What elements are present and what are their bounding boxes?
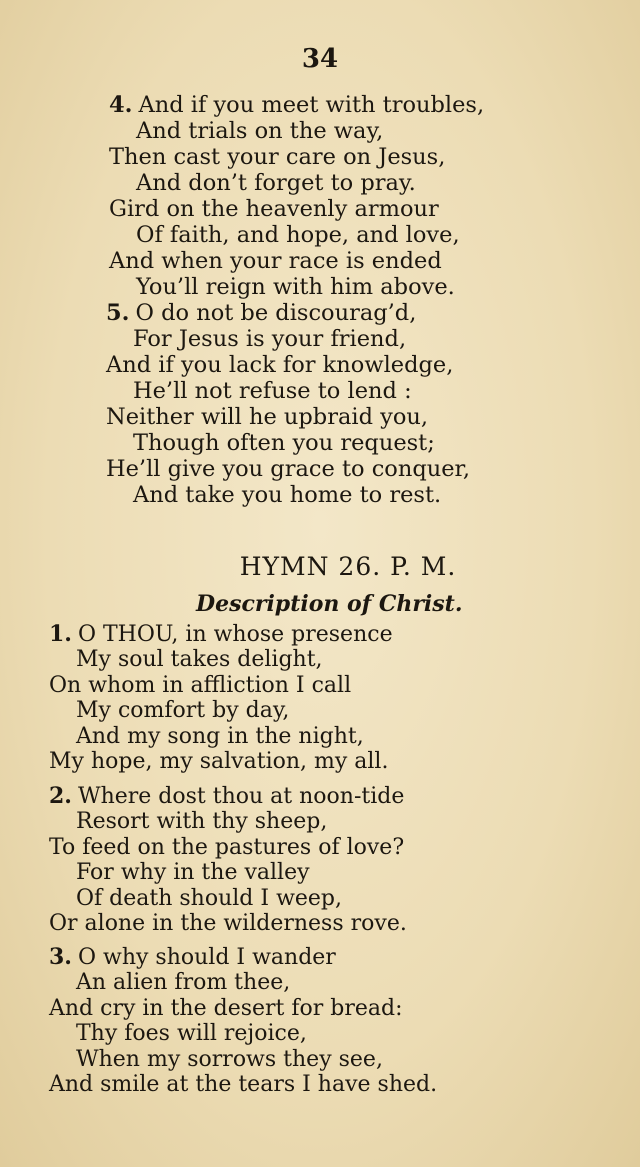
stanza-line: My soul takes delight, [76, 647, 323, 673]
stanza-line: And cry in the desert for bread: [49, 995, 403, 1021]
stanza-line: And smile at the tears I have shed. [49, 1071, 438, 1097]
stanza-line: You’ll reign with him above. [136, 274, 455, 300]
stanza-number: 3. [49, 944, 72, 970]
hymn-subtitle: Description of Christ. [196, 591, 463, 617]
stanza-line [106, 300, 470, 326]
stanza-line [49, 784, 407, 809]
stanza-line: He’ll not refuse to lend : [133, 378, 412, 404]
stanza-line: And trials on the way, [136, 118, 384, 144]
stanza-4 [109, 92, 484, 300]
stanza-line: Thy foes will rejoice, [76, 1021, 307, 1047]
stanza-line: Gird on the heavenly armour [109, 196, 439, 222]
stanza-number: 1. [49, 621, 72, 647]
line-text: And if you meet with troubles, [138, 92, 485, 118]
stanza-number: 2. [49, 783, 72, 809]
stanza-line: And take you home to rest. [133, 482, 442, 508]
line-text: O THOU, in whose presence [77, 622, 393, 647]
line-text: O why should I wander [77, 945, 336, 970]
stanza-line: He’ll give you grace to conquer, [106, 456, 470, 482]
stanza-line [49, 945, 437, 970]
stanza-line: Of death should I weep, [76, 885, 343, 911]
hymn26-stanza-3 [49, 945, 437, 1097]
stanza-line: When my sorrows they see, [76, 1046, 383, 1072]
stanza-line: An alien from thee, [76, 970, 291, 996]
stanza-line [109, 92, 484, 118]
page-number: 34 [301, 44, 339, 74]
stanza-number: 4. [109, 92, 133, 118]
hymn-heading-text: HYMN 26. P. M. [239, 552, 457, 581]
stanza-line [49, 622, 393, 647]
stanza-line: For why in the valley [76, 860, 310, 886]
stanza-line: Resort with thy sheep, [76, 809, 328, 835]
stanza-line: Neither will he upbraid you, [106, 404, 429, 430]
line-text: O do not be discourag’d, [135, 300, 417, 326]
stanza-number: 5. [106, 300, 130, 326]
stanza-line: My hope, my salvation, my all. [49, 748, 389, 774]
hymn-heading [0, 552, 640, 581]
stanza-line: And if you lack for knowledge, [106, 352, 454, 378]
hymn26-stanza-2 [49, 784, 407, 936]
stanza-line: And don’t forget to pray. [136, 170, 416, 196]
stanza-line: Then cast your care on Jesus, [109, 144, 446, 170]
line-text: Where dost thou at noon-tide [77, 784, 405, 809]
stanza-5 [106, 300, 470, 508]
stanza-line: And when your race is ended [109, 248, 442, 274]
stanza-line: On whom in affliction I call [49, 672, 352, 698]
stanza-line: To feed on the pastures of love? [49, 834, 405, 860]
stanza-line: My comfort by day, [76, 698, 290, 724]
stanza-line: Of faith, and hope, and love, [136, 222, 460, 248]
stanza-line: And my song in the night, [76, 723, 364, 749]
hymn26-stanza-1 [49, 622, 393, 774]
stanza-line: Though often you request; [133, 430, 435, 456]
stanza-line: For Jesus is your friend, [133, 326, 407, 352]
stanza-line: Or alone in the wilderness rove. [49, 910, 407, 936]
